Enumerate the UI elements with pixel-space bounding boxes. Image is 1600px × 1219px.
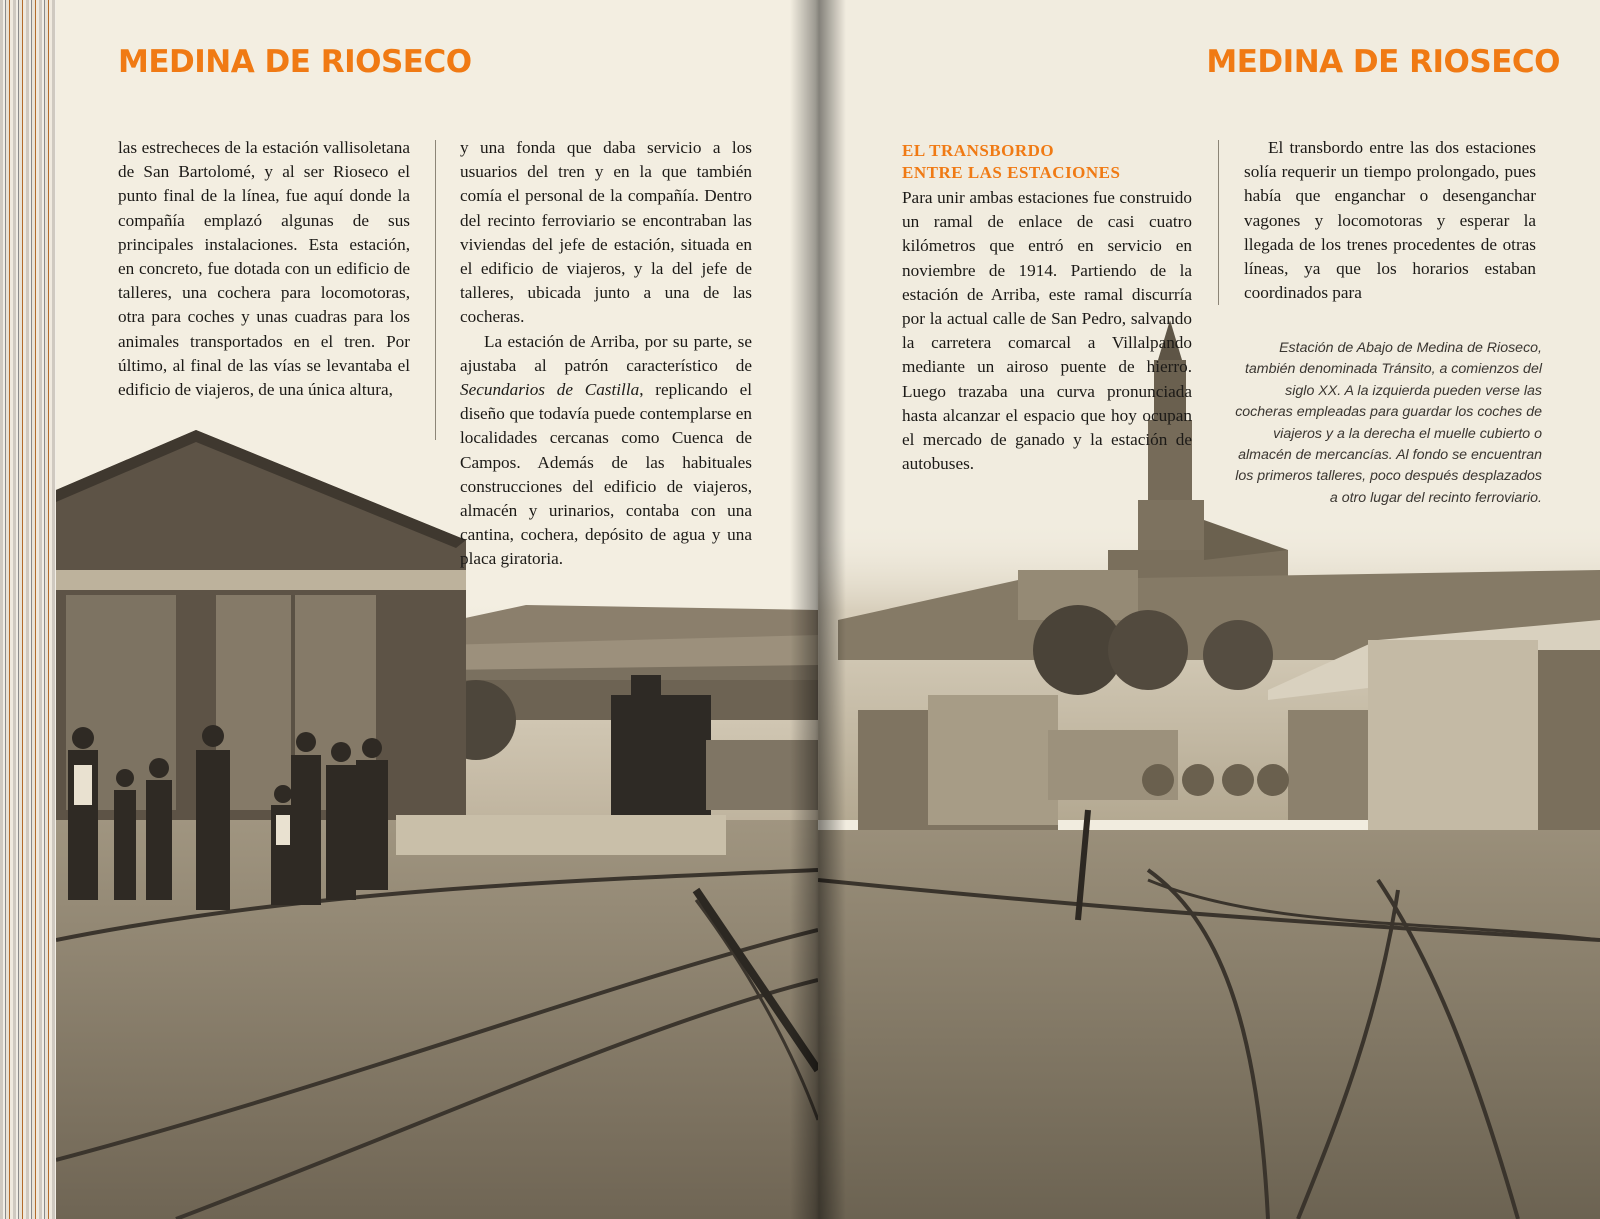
italic-term: Secundarios de Castilla: [460, 380, 640, 400]
column-rule: [1218, 140, 1219, 305]
paragraph: las estrecheces de la estación vallisoletana de San Bartolomé, y al ser Rioseco el punto final de la línea, fue aquí donde la compañía emplazó algunas de sus principales instalaciones. Esta estación, en concreto, fue dotada con un edificio de talleres, una cochera para locomotoras, otra para coches y unas cuadras para los animales transportados en el tren. Por último, al final de las vías se levantaba el edificio de viajeros, de una única altura,: [118, 138, 410, 400]
paragraph: El transbordo entre las dos estaciones solía requerir un tiempo prolongado, pues había que enganchar o desenganchar vagones y locomotoras y esperar la llegada de los trenes procedentes de otras líneas, ya que los horarios estaban coordinados para: [1244, 138, 1536, 303]
paragraph-text: La estación de Arriba, por su parte, se ajustaba al patrón característico de: [460, 331, 752, 375]
paragraph: Para unir ambas estaciones fue construido un ramal de enlace de casi cuatro kilómetros que entró en servicio en noviembre de 1914. Partiendo de la estación de Arriba, este ramal discurría por la actual calle de San Pedro, salvando la carretera comarcal a Villalpando mediante un airoso puente de hierro. Luego trazaba una curva pronunciada hasta alcanzar el espacio que hoy ocupan el mercado de ganado y la estación de autobuses.: [902, 188, 1192, 474]
right-column-2: [1244, 136, 1536, 305]
left-column-1: [118, 136, 410, 402]
section-heading: [902, 140, 1162, 184]
paragraph-text: , replicando el diseño que todavía puede contemplarse en localidades cercanas como Cuenca de Campos. Además de las habituales construcciones del edificio de viajeros, almacén y urinarios, contaba con una cantina, cochera, depósito de agua y una placa giratoria.: [460, 380, 752, 569]
left-column-2: [460, 136, 752, 572]
section-heading-line: EL TRANSBORDO: [902, 141, 1055, 160]
right-column-1: [902, 186, 1192, 476]
page-edges: [0, 0, 56, 1219]
paragraph: [460, 330, 752, 572]
paragraph: y una fonda que daba servicio a los usuarios del tren y en la que también comía el personal de la compañía. Dentro del recinto ferroviario se encontraban las viviendas del jefe de estación, situada en el edificio de viajeros, y la del jefe de talleres, ubicada junto a una de las cocheras.: [460, 138, 752, 327]
running-head-left: MEDINA DE RIOSECO: [118, 44, 472, 80]
running-head-right: MEDINA DE RIOSECO: [1206, 44, 1560, 80]
section-heading-line: ENTRE LAS ESTACIONES: [902, 163, 1121, 182]
photo-caption: Estación de Abajo de Medina de Rioseco, también denominada Tránsito, a comienzos del siglo XX. A la izquierda pueden verse las cocheras empleadas para guardar los coches de viajeros y a la derecha el muelle cubierto o almacén de mercancías. Al fondo se encuentran los primeros talleres, poco después desplazados a otro lugar del recinto ferroviario.: [1235, 340, 1542, 506]
column-rule: [435, 140, 436, 440]
